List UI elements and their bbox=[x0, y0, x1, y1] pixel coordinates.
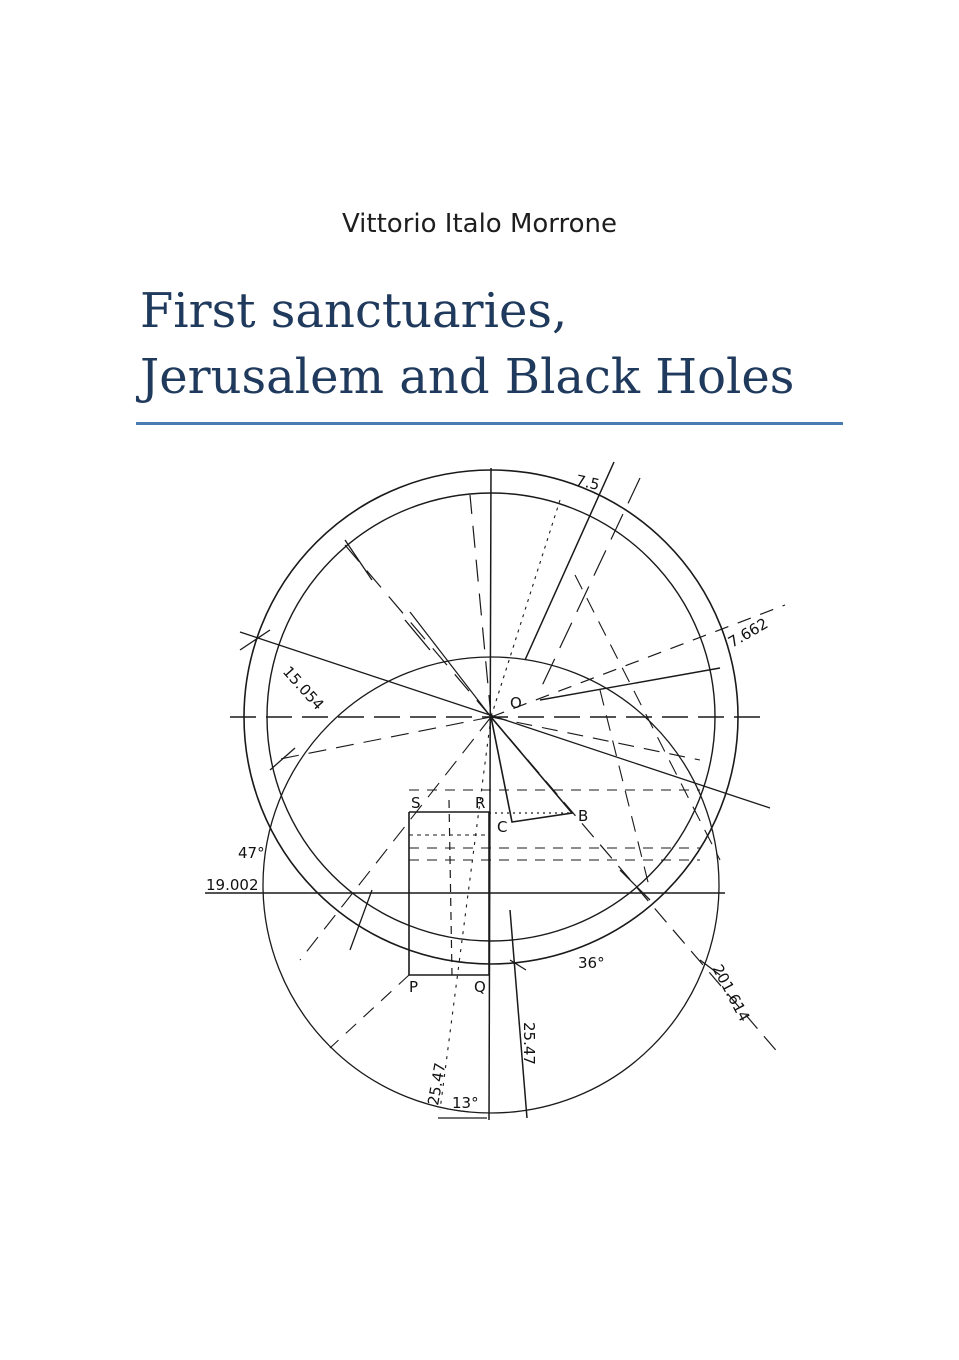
triangle-ocb bbox=[491, 717, 572, 822]
label-s: S bbox=[411, 794, 421, 812]
author-name: Vittorio Italo Morrone bbox=[341, 209, 618, 239]
label-angle-36: 36° bbox=[578, 954, 605, 972]
tick-4 bbox=[270, 748, 295, 770]
label-o: O bbox=[510, 694, 522, 712]
label-b: B bbox=[578, 807, 589, 825]
tick-2 bbox=[405, 620, 430, 650]
label-angle-47: 47° bbox=[238, 844, 265, 862]
line-2547-right bbox=[510, 910, 527, 1118]
title-line-1: First sanctuaries, bbox=[140, 283, 568, 339]
label-dim-7662: 7.662 bbox=[725, 614, 772, 652]
label-p: P bbox=[409, 978, 419, 996]
short-segment-right bbox=[540, 668, 720, 700]
label-dim-19002: 19.002 bbox=[206, 876, 259, 894]
ray-west bbox=[275, 717, 491, 760]
rect-vertical-dash bbox=[449, 800, 452, 975]
tick-1 bbox=[345, 540, 372, 580]
label-dim-15054: 15.054 bbox=[279, 662, 328, 714]
title-line-2: Jerusalem and Black Holes bbox=[140, 349, 795, 405]
label-c: C bbox=[497, 818, 508, 836]
label-dim-201614: 201.614 bbox=[708, 961, 754, 1025]
lower-circle bbox=[263, 657, 719, 1113]
label-dim-2547-left: 25.47 bbox=[424, 1061, 450, 1107]
ray-sw bbox=[300, 717, 491, 960]
dotted-ray-1 bbox=[491, 500, 560, 717]
dashed-ray-n bbox=[470, 495, 491, 717]
label-angle-7-5: 7.5 bbox=[574, 471, 602, 494]
vertical-axis bbox=[489, 468, 491, 1120]
label-angle-13: 13° bbox=[452, 1094, 479, 1112]
tick-6 bbox=[620, 870, 650, 900]
ray-2547-left bbox=[440, 717, 491, 1110]
ray-from-p bbox=[330, 975, 409, 1048]
label-r: R bbox=[475, 794, 486, 812]
label-dim-2547-right: 25.47 bbox=[520, 1022, 538, 1065]
label-q: Q bbox=[474, 978, 486, 996]
